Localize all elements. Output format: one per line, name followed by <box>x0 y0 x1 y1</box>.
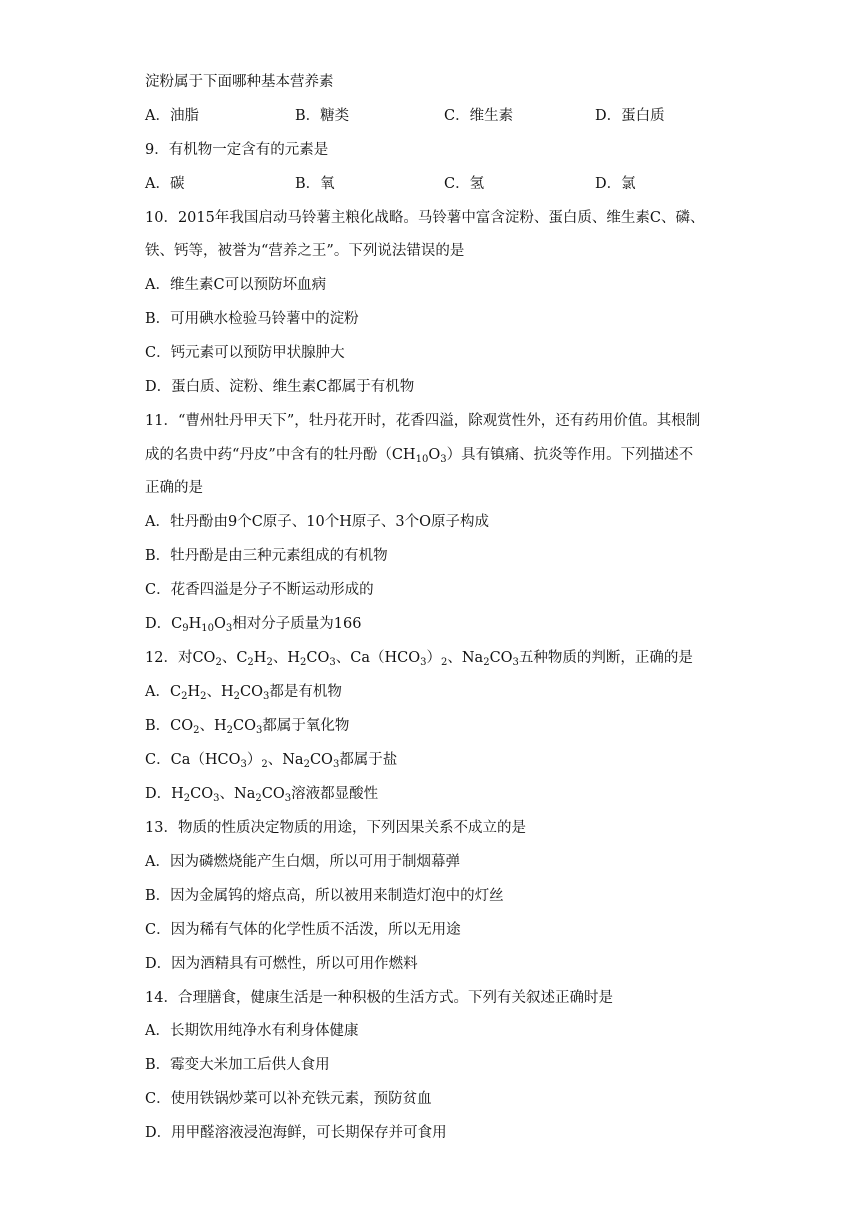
q11-option-a: A．牡丹酚由9个C原子、10个H原子、3个O原子构成 <box>145 514 489 530</box>
q10-option-c: C．钙元素可以预防甲状腺肿大 <box>145 345 345 361</box>
q14-option-a: A．长期饮用纯净水有利身体健康 <box>145 1023 359 1039</box>
q8-option-a: A．油脂 <box>145 108 199 124</box>
q10-option-a: A．维生素C可以预防坏血病 <box>145 277 327 293</box>
q12-option-d: D．$H_2CO_3$、$Na_2CO_3$溶液都显酸性 <box>145 786 379 804</box>
q14-option-b: B．霉变大米加工后供人食用 <box>145 1057 330 1073</box>
q11-option-d: D．$C_9H_{10}O_3$相对分子质量为166 <box>145 616 362 634</box>
q10-option-b: B．可用碘水检验马铃薯中的淀粉 <box>145 311 359 327</box>
q14-stem: 14．合理膳食，健康生活是一种积极的生活方式。下列有关叙述正确时是 <box>145 990 613 1006</box>
q14-option-c: C．使用铁锅炒菜可以补充铁元素，预防贫血 <box>145 1091 432 1107</box>
q12-option-c: C．$Ca(HCO_3)_2$、$Na_2CO_3$都属于盐 <box>145 752 398 770</box>
q9-option-c: C．氢 <box>444 176 485 192</box>
q9-stem: 9．有机物一定含有的元素是 <box>145 142 329 158</box>
q9-option-a: A．碳 <box>145 176 185 192</box>
q11-option-b: B．牡丹酚是由三种元素组成的有机物 <box>145 548 388 564</box>
q8-option-b: B．糖类 <box>295 108 350 124</box>
q14-option-d: D．用甲醛溶液浸泡海鲜，可长期保存并可食用 <box>145 1125 447 1141</box>
q13-option-a: A．因为磷燃烧能产生白烟，所以可用于制烟幕弹 <box>145 854 460 870</box>
q12-option-a: A．$C_2H_2$、$H_2CO_3$都是有机物 <box>145 684 342 702</box>
q9-option-b: B．氧 <box>295 176 335 192</box>
q9-option-d: D．氯 <box>595 176 636 192</box>
q13-option-c: C．因为稀有气体的化学性质不活泼，所以无用途 <box>145 922 461 938</box>
q8-option-c: C．维生素 <box>444 108 514 124</box>
q11-option-c: C．花香四溢是分子不断运动形成的 <box>145 582 374 598</box>
q11-stem-line-2: 成的名贵中药“丹皮”中含有的牡丹酚$(CH_{10}O_3)$具有镇痛、抗炎等作用。下列描述不 <box>145 447 694 465</box>
q13-option-d: D．因为酒精具有可燃性，所以可用作燃料 <box>145 956 418 972</box>
q8-stem: 淀粉属于下面哪种基本营养素 <box>145 74 334 90</box>
q8-option-d: D．蛋白质 <box>595 108 665 124</box>
q13-option-b: B．因为金属钨的熔点高，所以被用来制造灯泡中的灯丝 <box>145 888 504 904</box>
q12-option-b: B．$CO_2$、$H_2CO_3$都属于氧化物 <box>145 718 350 736</box>
q12-stem: 12．对$CO_2$、$C_2H_2$、$H_2CO_3$、$Ca(HCO_3)_2$、$Na_2CO_3$五种物质的判断，正确的是 <box>145 650 693 668</box>
q11-stem-line-1: 11．“曹州牡丹甲天下”，牡丹花开时，花香四溢，除观赏性外，还有药用价值。其根制 <box>145 413 701 429</box>
q10-stem-line-1: 10．2015年我国启动马铃薯主粮化战略。马铃薯中富含淀粉、蛋白质、维生素C、磷、 <box>145 210 705 226</box>
q13-stem: 13．物质的性质决定物质的用途，下列因果关系不成立的是 <box>145 820 526 836</box>
q11-stem-line-3: 正确的是 <box>145 480 203 496</box>
q10-option-d: D．蛋白质、淀粉、维生素C都属于有机物 <box>145 379 415 395</box>
q10-stem-line-2: 铁、钙等，被誉为“营养之王”。下列说法错误的是 <box>145 243 465 259</box>
